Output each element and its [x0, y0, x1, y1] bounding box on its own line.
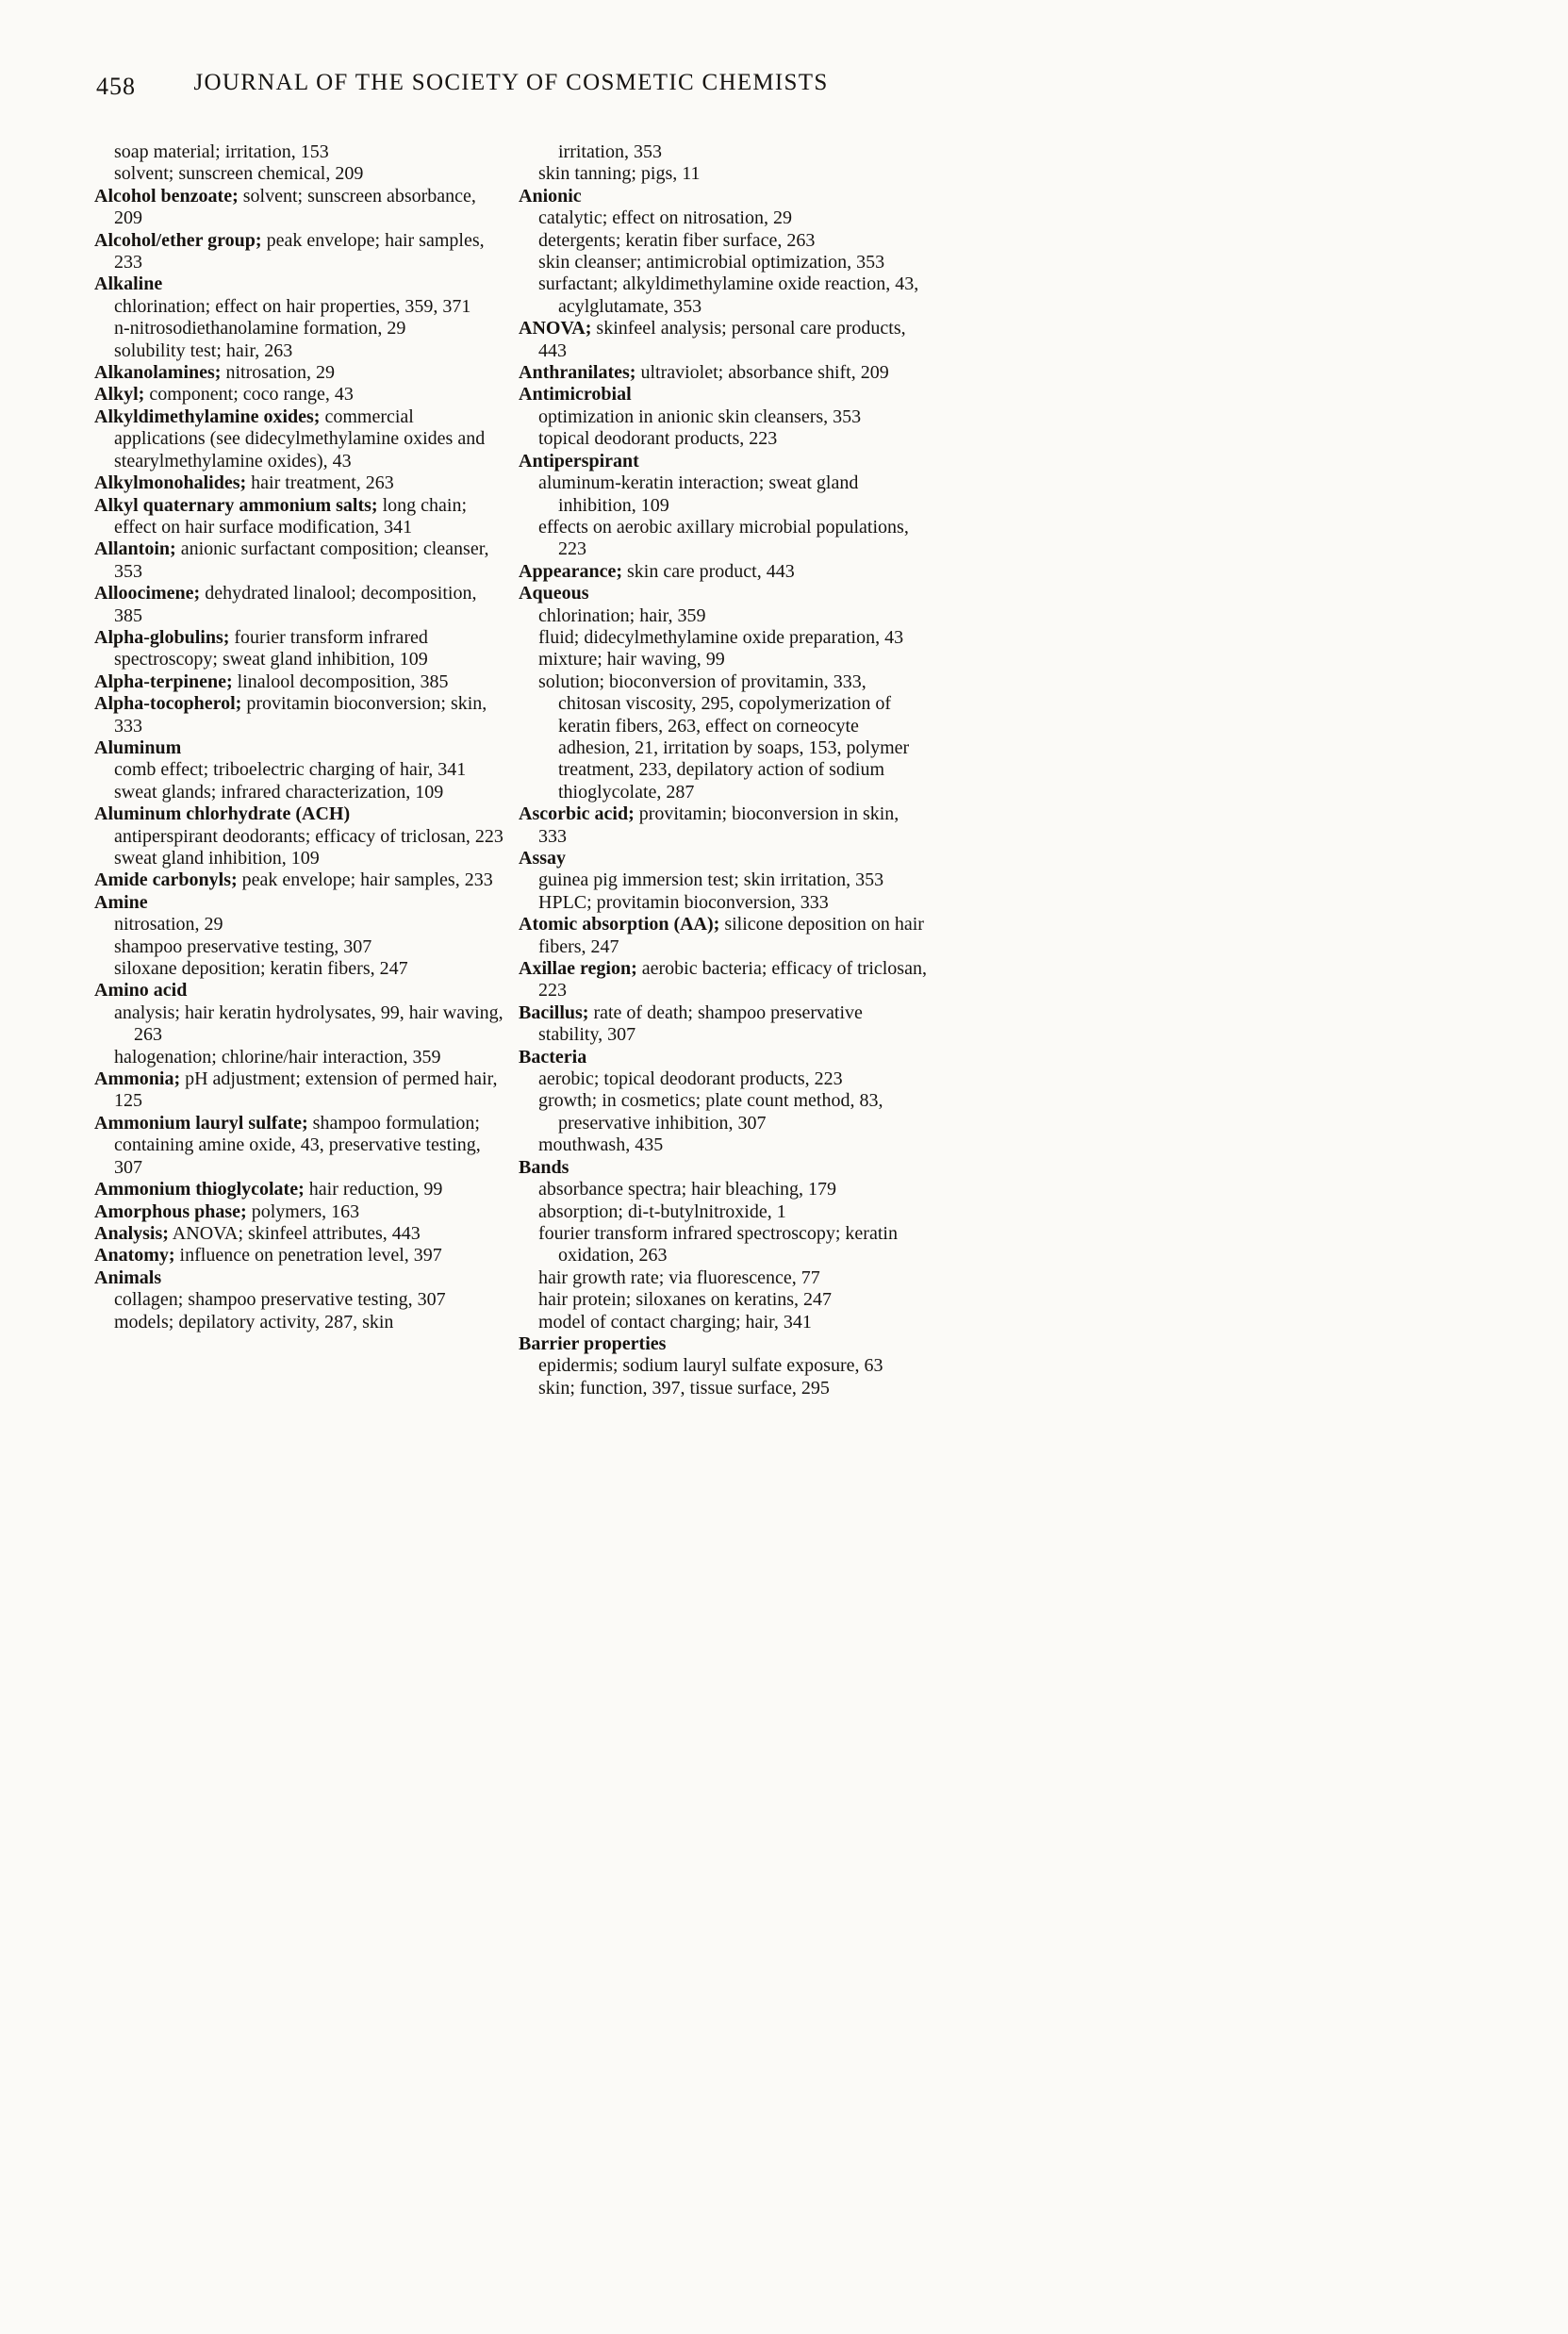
index-term: Bands	[519, 1156, 569, 1178]
index-entry-text: absorption; di-t-butylnitroxide, 1	[538, 1200, 786, 1222]
index-entry	[94, 141, 503, 163]
index-entry-text: optimization in anionic skin cleansers, 353	[538, 406, 862, 427]
index-entry	[519, 627, 928, 649]
index-entry-text: fourier transform infrared spectroscopy; keratin oxidation, 263	[538, 1222, 898, 1266]
index-term: Anionic	[519, 185, 582, 207]
index-entry-text: siloxane deposition; keratin fibers, 247	[114, 958, 408, 980]
index-entry	[94, 693, 503, 737]
index-entry-text: ANOVA; skinfeel attributes, 443	[168, 1222, 421, 1244]
index-term: Anatomy;	[94, 1245, 175, 1266]
index-entry	[519, 318, 928, 362]
index-entry	[94, 914, 503, 935]
index-term: Bacillus;	[519, 1001, 589, 1023]
index-entry-text: n-nitrosodiethanolamine formation, 29	[114, 318, 406, 339]
index-term: Alkyldimethylamine oxides;	[94, 406, 321, 427]
index-term: Ammonium thioglycolate;	[94, 1179, 305, 1200]
index-entry	[94, 848, 503, 869]
index-entry-text: hair growth rate; via fluorescence, 77	[538, 1266, 820, 1288]
index-column-right	[519, 141, 928, 1399]
index-term: Alpha-globulins;	[94, 626, 230, 648]
index-entry	[519, 1355, 928, 1377]
index-entry-text: provitamin bioconversion; skin, 333	[114, 693, 487, 737]
index-entry-text: epidermis; sodium lauryl sulfate exposure, 63	[538, 1355, 883, 1377]
index-entry	[94, 230, 503, 274]
index-entry-text: growth; in cosmetics; plate count method, 83, preservative inhibition, 307	[538, 1090, 883, 1134]
index-entry	[519, 848, 928, 869]
index-entry	[94, 583, 503, 627]
index-entry	[519, 1378, 928, 1399]
index-entry	[94, 980, 503, 1001]
index-term: Alpha-terpinene;	[94, 670, 233, 692]
index-entry	[94, 1223, 503, 1245]
index-entry-text: long chain; effect on hair surface modification, 341	[114, 494, 468, 538]
index-entry	[94, 958, 503, 980]
index-entry	[519, 605, 928, 627]
index-entry-text: absorbance spectra; hair bleaching, 179	[538, 1179, 836, 1200]
index-entry	[519, 1134, 928, 1156]
journal-title: JOURNAL OF THE SOCIETY OF COSMETIC CHEMISTS	[193, 70, 829, 95]
index-term: Amorphous phase;	[94, 1200, 247, 1222]
page-number: 458	[96, 73, 136, 100]
index-term: Axillae region;	[519, 958, 637, 980]
index-entry	[519, 1157, 928, 1179]
index-entry	[519, 141, 928, 163]
index-term: Alcohol benzoate;	[94, 185, 239, 207]
index-entry-text: sweat glands; infrared characterization, 109	[114, 781, 444, 803]
index-entry	[519, 561, 928, 583]
index-entry	[519, 1267, 928, 1289]
index-term: Amino acid	[94, 980, 188, 1001]
index-entry-text: fluid; didecylmethylamine oxide preparation, 43	[538, 626, 904, 648]
index-entry-text: skin care product, 443	[621, 560, 795, 582]
index-entry	[519, 163, 928, 185]
index-term: Allantoin;	[94, 538, 176, 560]
index-entry	[94, 671, 503, 693]
index-term: Amine	[94, 891, 148, 913]
index-entry	[94, 1179, 503, 1200]
index-entry-text: model of contact charging; hair, 341	[538, 1311, 812, 1333]
index-entry-text: aerobic bacteria; efficacy of triclosan, 223	[538, 958, 927, 1001]
index-entry-text: hair protein; siloxanes on keratins, 247	[538, 1289, 833, 1311]
journal-index-page	[94, 70, 928, 1399]
index-entry-text: shampoo formulation; containing amine oxide, 43, preservative testing, 307	[114, 1112, 481, 1178]
index-entry	[519, 1090, 928, 1134]
index-entry-text: analysis; hair keratin hydrolysates, 99, hair waving, 263	[114, 1001, 503, 1046]
index-entry-text: peak envelope; hair samples, 233	[237, 869, 493, 891]
index-entry	[94, 936, 503, 958]
index-entry	[94, 1047, 503, 1068]
index-entry-text: comb effect; triboelectric charging of hair, 341	[114, 759, 467, 781]
index-term: Alpha-tocopherol;	[94, 693, 242, 715]
index-entry-text: shampoo preservative testing, 307	[114, 935, 372, 957]
index-entry-text: detergents; keratin fiber surface, 263	[538, 229, 816, 251]
index-term: Antimicrobial	[519, 384, 632, 406]
index-entry	[94, 869, 503, 891]
index-term: Analysis;	[94, 1222, 169, 1244]
index-term: Aluminum	[94, 737, 182, 758]
index-entry-text: ultraviolet; absorbance shift, 209	[635, 362, 889, 384]
index-entry	[519, 649, 928, 670]
index-entry	[94, 1289, 503, 1311]
index-entry	[519, 869, 928, 891]
index-entry-text: models; depilatory activity, 287, skin	[114, 1311, 394, 1333]
index-entry	[94, 803, 503, 825]
index-entry-text: aerobic; topical deodorant products, 223	[538, 1068, 843, 1090]
index-entry-text: skin cleanser; antimicrobial optimization, 353	[538, 252, 885, 273]
index-entry	[519, 451, 928, 472]
index-entry	[94, 296, 503, 318]
index-entry	[94, 362, 503, 384]
index-entry-text: nitrosation, 29	[114, 914, 223, 935]
index-entry	[94, 538, 503, 583]
index-entry-text: commercial applications (see didecylmethylamine oxides and stearylmethylamine oxides), 43	[114, 406, 486, 472]
index-entry	[94, 759, 503, 781]
index-entry	[519, 1223, 928, 1267]
index-entry	[94, 892, 503, 914]
index-entry	[94, 1113, 503, 1179]
page-header	[94, 70, 928, 102]
index-entry	[94, 627, 503, 671]
index-term: Alkylmonohalides;	[94, 472, 247, 494]
index-entry	[519, 362, 928, 384]
index-entry-text: guinea pig immersion test; skin irritation, 353	[538, 869, 884, 891]
index-entry-text: solvent; sunscreen chemical, 209	[114, 163, 364, 185]
index-entry-text: effects on aerobic axillary microbial populations, 223	[538, 516, 909, 560]
index-entry	[519, 428, 928, 450]
index-entry	[519, 1047, 928, 1068]
index-term: Alkanolamines;	[94, 362, 222, 384]
index-entry-text: polymers, 163	[246, 1200, 360, 1222]
index-term: Aqueous	[519, 583, 589, 604]
index-entry-text: solvent; sunscreen absorbance, 209	[114, 185, 476, 229]
index-term: Assay	[519, 848, 567, 869]
index-term: Animals	[94, 1266, 162, 1288]
index-entry	[94, 1245, 503, 1266]
index-entry-text: skinfeel analysis; personal care products, 443	[538, 318, 906, 361]
index-term: Aluminum chlorhydrate (ACH)	[94, 803, 351, 825]
index-entry	[94, 163, 503, 185]
index-term: Amide carbonyls;	[94, 869, 238, 891]
index-entry	[94, 318, 503, 339]
index-entry-text: nitrosation, 29	[221, 362, 336, 384]
index-entry	[519, 1289, 928, 1311]
index-entry	[519, 1179, 928, 1200]
index-entry-text: HPLC; provitamin bioconversion, 333	[538, 891, 829, 913]
index-entry-text: rate of death; shampoo preservative stability, 307	[538, 1001, 863, 1046]
index-term: Atomic absorption (AA);	[519, 914, 720, 935]
index-entry	[94, 406, 503, 472]
index-entry	[519, 583, 928, 604]
index-entry-text: mouthwash, 435	[538, 1134, 664, 1156]
index-entry-text: collagen; shampoo preservative testing, 307	[114, 1289, 446, 1311]
index-term: Ammonia;	[94, 1068, 181, 1090]
index-entry	[519, 384, 928, 406]
index-entry	[94, 782, 503, 803]
index-term: Alcohol/ether group;	[94, 229, 262, 251]
index-entry	[94, 737, 503, 759]
index-entry-text: linalool decomposition, 385	[232, 670, 449, 692]
index-entry	[94, 1068, 503, 1113]
index-entry-text: surfactant; alkyldimethylamine oxide reaction, 43, acylglutamate, 353	[538, 273, 919, 317]
index-term: Ascorbic acid;	[519, 803, 635, 825]
index-entry	[519, 230, 928, 252]
index-entry-text: halogenation; chlorine/hair interaction, 359	[114, 1046, 441, 1068]
index-entry	[519, 186, 928, 207]
index-entry	[94, 1267, 503, 1289]
index-entry	[519, 273, 928, 318]
index-entry	[519, 892, 928, 914]
index-entry-text: pH adjustment; extension of permed hair, 125	[114, 1068, 498, 1112]
index-entry-text: component; coco range, 43	[144, 384, 354, 406]
index-entry-text: influence on penetration level, 397	[174, 1245, 442, 1266]
index-entry	[519, 671, 928, 803]
index-entry	[519, 207, 928, 229]
index-entry	[94, 1201, 503, 1223]
index-term: Bacteria	[519, 1046, 587, 1068]
index-entry-text: dehydrated linalool; decomposition, 385	[114, 583, 477, 626]
index-entry	[519, 406, 928, 428]
index-entry-text: chlorination; effect on hair properties, 359, 371	[114, 295, 471, 317]
index-entry-text: solution; bioconversion of provitamin, 333, chitosan viscosity, 295, copolymerization of keratin fibers, 263, effect on corneocyte adhesion, 21, irritation by soaps, 153, polymer treatment, 233, depilatory action of sodium thioglycolate, 287	[538, 670, 910, 803]
index-entry-text: solubility test; hair, 263	[114, 339, 293, 361]
index-term: Alkyl;	[94, 384, 145, 406]
index-term: Antiperspirant	[519, 450, 639, 472]
index-term: Appearance;	[519, 560, 622, 582]
index-entry-text: sweat gland inhibition, 109	[114, 848, 320, 869]
index-term: Alkaline	[94, 273, 163, 295]
index-entry	[519, 472, 928, 517]
index-entry-text: skin tanning; pigs, 11	[538, 163, 701, 185]
index-entry	[94, 472, 503, 494]
index-entry	[94, 384, 503, 406]
index-entry-text: mixture; hair waving, 99	[538, 649, 725, 670]
index-entry-text: peak envelope; hair samples, 233	[114, 229, 485, 273]
index-entry-text: chlorination; hair, 359	[538, 604, 706, 626]
index-entry	[519, 517, 928, 561]
index-entry	[94, 1002, 503, 1047]
index-entry-text: silicone deposition on hair fibers, 247	[538, 914, 924, 957]
index-entry-text: catalytic; effect on nitrosation, 29	[538, 207, 792, 229]
index-entry	[94, 826, 503, 848]
index-entry-text: topical deodorant products, 223	[538, 428, 778, 450]
index-term: Barrier properties	[519, 1333, 667, 1354]
index-entry-text: anionic surfactant composition; cleanser, 353	[114, 538, 489, 582]
index-entry	[519, 914, 928, 958]
index-entry-text: irritation, 353	[558, 141, 662, 162]
index-entry	[519, 252, 928, 273]
index-column-left	[94, 141, 503, 1399]
index-term: ANOVA;	[519, 318, 592, 339]
index-entry-text: antiperspirant deodorants; efficacy of triclosan, 223	[114, 825, 503, 847]
index-entry	[519, 1002, 928, 1047]
index-entry-text: provitamin; bioconversion in skin, 333	[538, 803, 900, 847]
index-term: Alloocimene;	[94, 583, 201, 604]
index-entry	[94, 495, 503, 539]
index-entry	[519, 1068, 928, 1090]
index-entry	[519, 1333, 928, 1355]
index-entry-text: hair reduction, 99	[304, 1179, 443, 1200]
index-entry-text: hair treatment, 263	[246, 472, 394, 494]
index-term: Ammonium lauryl sulfate;	[94, 1112, 308, 1134]
index-entry-text: soap material; irritation, 153	[114, 141, 329, 162]
index-entry	[94, 186, 503, 230]
index-term: Alkyl quaternary ammonium salts;	[94, 494, 378, 516]
index-entry-text: fourier transform infrared spectroscopy; sweat gland inhibition, 109	[114, 626, 428, 670]
index-entry	[519, 1201, 928, 1223]
index-entry	[519, 958, 928, 1002]
index-entry	[94, 1312, 503, 1333]
index-entry-text: aluminum-keratin interaction; sweat gland inhibition, 109	[538, 472, 859, 516]
index-columns	[94, 141, 928, 1399]
index-entry	[519, 803, 928, 848]
index-entry	[94, 273, 503, 295]
index-entry	[519, 1312, 928, 1333]
index-term: Anthranilates;	[519, 362, 636, 384]
index-entry	[94, 340, 503, 362]
index-entry-text: skin; function, 397, tissue surface, 295	[538, 1377, 830, 1399]
